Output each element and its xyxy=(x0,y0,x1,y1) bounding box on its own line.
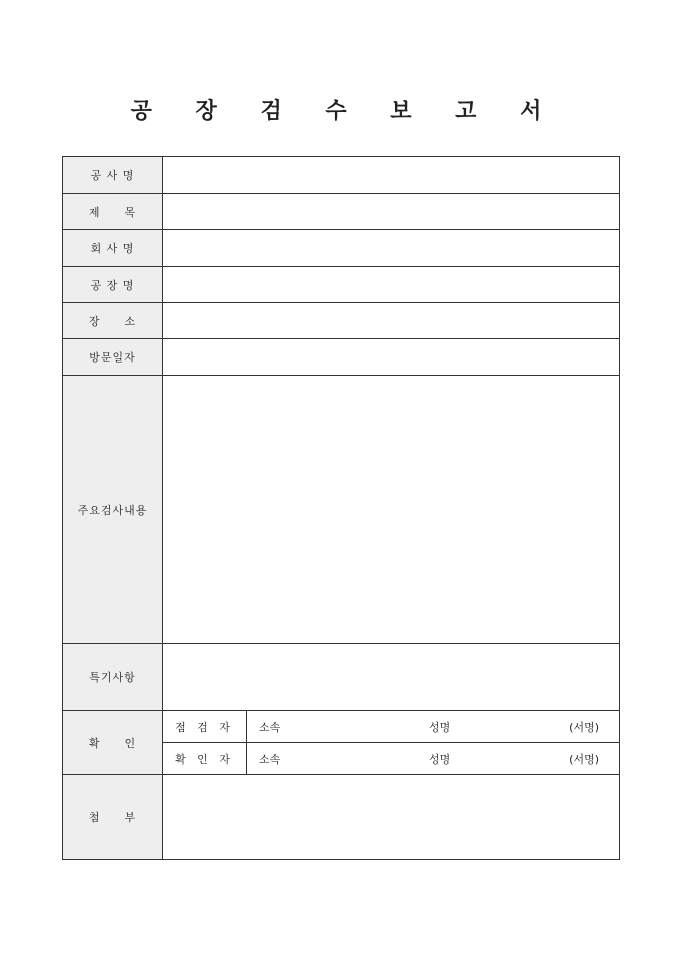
factory-name-field[interactable] xyxy=(163,267,620,303)
inspector-sign-cell[interactable] xyxy=(247,711,620,743)
company-name-field[interactable] xyxy=(163,230,620,267)
confirmer-signature-label: (서명) xyxy=(569,752,599,766)
visit-date-label: 방문일자 xyxy=(63,339,163,376)
attachment-field[interactable] xyxy=(163,775,620,860)
row-subject xyxy=(63,194,620,230)
project-name-field[interactable] xyxy=(163,157,620,194)
factory-name-label: 공 장 명 xyxy=(63,267,163,303)
special-notes-field[interactable] xyxy=(163,644,620,711)
row-project-name xyxy=(63,157,620,194)
confirmer-name-label: 성명 xyxy=(429,752,451,766)
visit-date-field[interactable] xyxy=(163,339,620,376)
confirmer-sign-cell[interactable] xyxy=(247,743,620,775)
main-inspection-label: 주요검사내용 xyxy=(63,376,163,644)
special-notes-label: 특기사항 xyxy=(63,644,163,711)
row-visit-date xyxy=(63,339,620,376)
subject-label: 제 목 xyxy=(63,194,163,230)
inspector-name-label: 성명 xyxy=(429,720,451,734)
confirmer-role-label: 확 인 자 xyxy=(163,743,247,775)
row-special-notes xyxy=(63,644,620,711)
location-field[interactable] xyxy=(163,303,620,339)
company-name-label: 회 사 명 xyxy=(63,230,163,267)
row-main-inspection xyxy=(63,376,620,644)
confirmation-label: 확 인 xyxy=(63,711,163,775)
row-attachment xyxy=(63,775,620,860)
inspector-role-label: 점 검 자 xyxy=(163,711,247,743)
inspector-affiliation-label: 소속 xyxy=(259,720,281,734)
project-name-label: 공 사 명 xyxy=(63,157,163,194)
row-company-name xyxy=(63,230,620,267)
location-label: 장 소 xyxy=(63,303,163,339)
inspection-report-form xyxy=(62,156,620,860)
subject-field[interactable] xyxy=(163,194,620,230)
document-title: 공 장 검 수 보 고 서 xyxy=(130,99,560,124)
main-inspection-field[interactable] xyxy=(163,376,620,644)
attachment-label: 첨 부 xyxy=(63,775,163,860)
row-location xyxy=(63,303,620,339)
inspector-signature-label: (서명) xyxy=(569,720,599,734)
confirmer-affiliation-label: 소속 xyxy=(259,752,281,766)
row-factory-name xyxy=(63,267,620,303)
row-inspector xyxy=(63,711,620,743)
